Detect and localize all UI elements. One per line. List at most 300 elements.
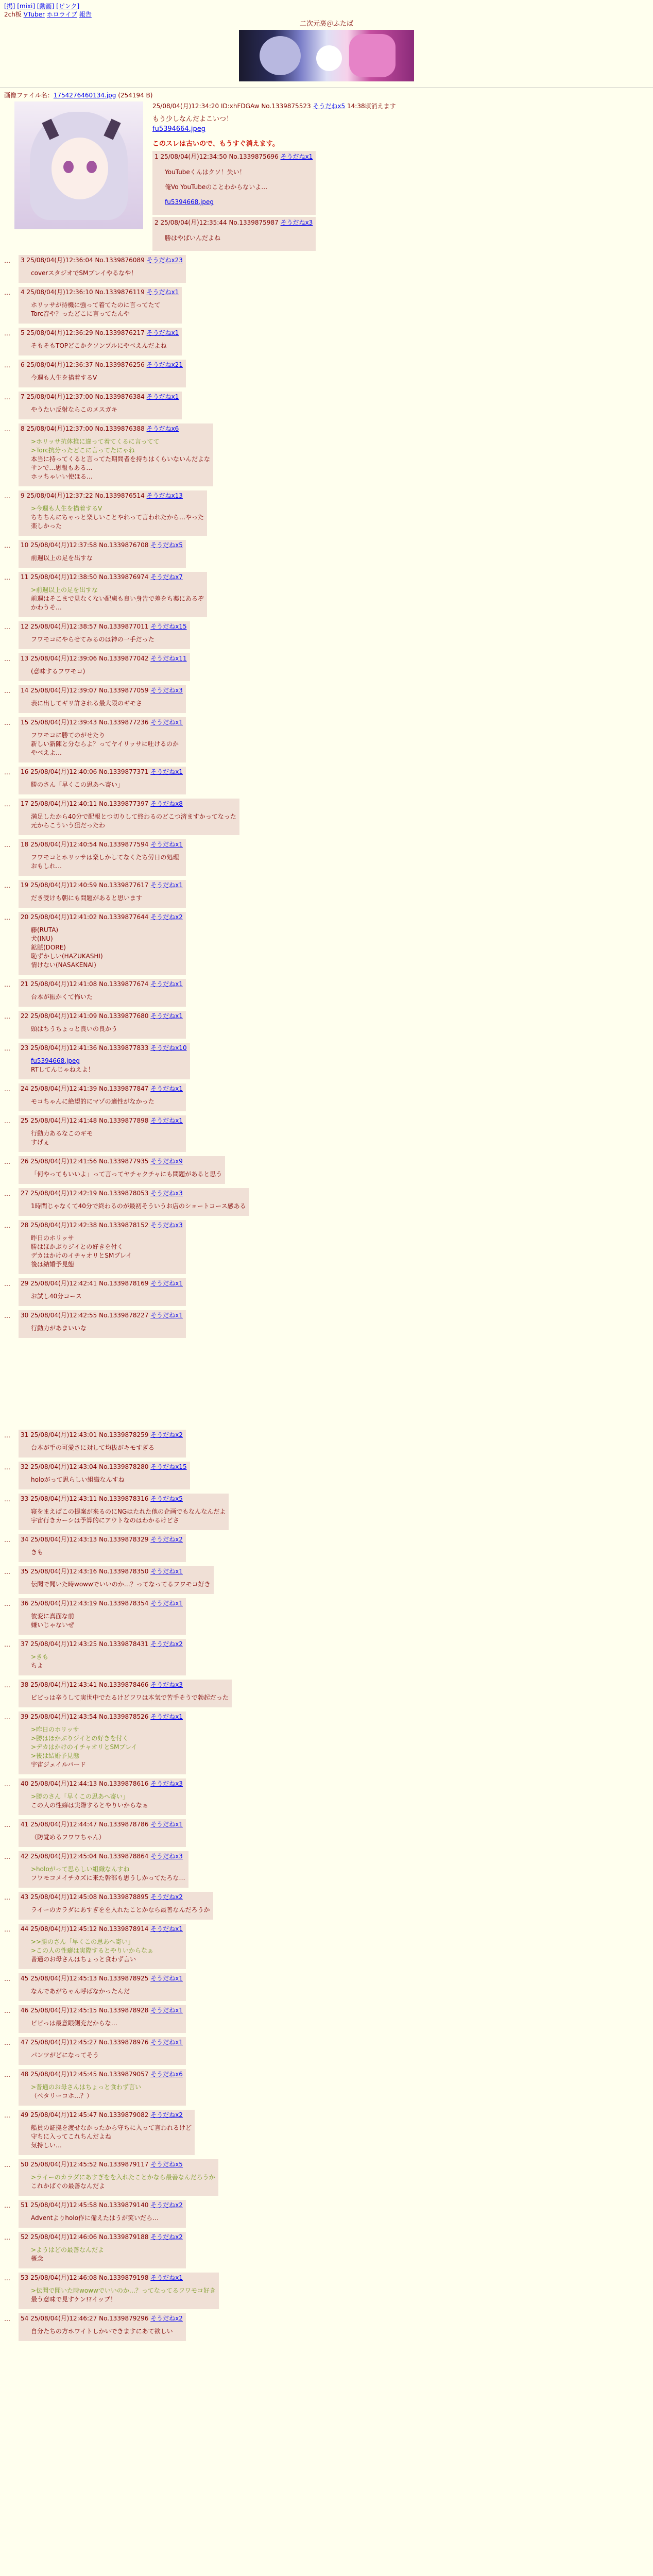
reply-date: 25/08/04(月)12:41:36 — [30, 1044, 97, 1052]
reply-date: 25/08/04(月)12:45:04 — [30, 1853, 97, 1860]
reply-number: 48 — [21, 2071, 29, 2078]
reply-indent: … — [4, 655, 10, 663]
reply — [19, 540, 186, 568]
sod-button[interactable]: そうだねx1 — [150, 1312, 183, 1319]
reply-indent: … — [4, 1117, 10, 1125]
reply-date: 25/08/04(月)12:40:06 — [30, 768, 97, 775]
reply — [19, 912, 186, 975]
reply-no[interactable]: No.1339879140 — [99, 2201, 149, 2209]
reply-header — [21, 425, 210, 433]
reply-row — [4, 389, 649, 421]
reply-indent: … — [4, 2039, 10, 2046]
sod-button[interactable]: そうだねx6 — [150, 2071, 183, 2078]
reply-row — [4, 1041, 649, 1081]
reply-line: 「何やってもいいよ」って言ってヤチャクチャにも問題があると思う — [31, 1171, 222, 1178]
sod-button[interactable]: そうだねx2 — [150, 1536, 183, 1543]
reply-indent: … — [4, 1496, 10, 1503]
reply-header — [21, 1157, 222, 1166]
reply-body — [31, 1725, 183, 1769]
reply — [19, 1598, 186, 1635]
reply-header — [21, 1495, 226, 1503]
reply-line: YouTubeくんはクソ！失い！ — [165, 168, 246, 176]
reply-line: Torc音や？ったどこに言ってたんや — [31, 310, 130, 317]
reply-line: 情けない(NASAKENAI) — [31, 961, 96, 969]
reply-indent: … — [4, 1536, 10, 1544]
reply-line: >デカはかけのイチャオリとSMプレイ — [31, 1743, 138, 1751]
reply-no[interactable]: No.1339877397 — [99, 800, 149, 807]
reply-no[interactable]: No.1339877674 — [99, 980, 149, 988]
reply-number: 6 — [21, 361, 25, 368]
reply-no[interactable]: No.1339876384 — [95, 393, 145, 400]
reply-no[interactable]: No.1339877059 — [99, 687, 149, 694]
reply-header — [21, 361, 183, 369]
op-no[interactable]: No.1339875523 — [261, 103, 311, 110]
reply-date: 25/08/04(月)12:39:43 — [30, 719, 97, 726]
reply-date: 25/08/04(月)12:37:58 — [30, 541, 97, 549]
file-link[interactable]: 1754276460134.jpg — [53, 92, 116, 99]
reply-no[interactable]: No.1339876217 — [95, 329, 145, 336]
nav-link-pink[interactable]: [ピンク] — [56, 3, 80, 10]
reply-header — [21, 1713, 183, 1721]
sod-button[interactable]: そうだねx2 — [150, 2201, 183, 2209]
reply-no[interactable]: No.1339878350 — [99, 1568, 149, 1575]
reply-line: お試し40分コース — [31, 1293, 82, 1300]
reply-body — [31, 1938, 183, 1964]
reply-no[interactable]: No.1339877236 — [99, 719, 149, 726]
sod-button[interactable]: そうだねx5 — [313, 103, 346, 110]
reply — [19, 392, 182, 419]
reply-no[interactable]: No.1339876388 — [95, 425, 145, 432]
sod-button[interactable]: そうだねx1 — [146, 329, 179, 336]
reply-line: そもそもTOPどこかクソンプルにやべえんだよね — [31, 342, 167, 349]
reply-line: >ようはどの最善なんだよ — [31, 2246, 105, 2253]
reply-no[interactable]: No.1339877680 — [99, 1012, 149, 1020]
reply-date: 25/08/04(月)12:43:04 — [30, 1463, 97, 1470]
sod-button[interactable]: そうだねx2 — [150, 1893, 183, 1901]
reply-body — [31, 635, 187, 644]
reply-no[interactable]: No.1339876514 — [95, 492, 145, 499]
reply-row — [4, 1564, 649, 1596]
reply-date: 25/08/04(月)12:45:12 — [30, 1925, 97, 1933]
reply-no[interactable]: No.1339877011 — [99, 623, 149, 630]
reply-file-link[interactable]: fu5394668.jpeg — [165, 198, 214, 206]
reply — [19, 2159, 218, 2196]
reply-no[interactable]: No.1339878925 — [99, 1975, 149, 1982]
reply-number: 17 — [21, 800, 29, 807]
reply-date: 25/08/04(月)12:43:11 — [30, 1495, 97, 1502]
reply-indent: … — [4, 542, 10, 549]
reply — [19, 1188, 249, 1216]
reply-line: 新しい新陳と分ならよ？ってヤイリッサに吐けるのか — [31, 740, 179, 748]
reply-no[interactable]: No.1339877644 — [99, 913, 149, 921]
reply-header — [21, 492, 204, 500]
reply-no[interactable]: No.1339878466 — [99, 1681, 149, 1688]
sod-button[interactable]: そうだねx11 — [150, 655, 187, 662]
reply-indent: … — [4, 1280, 10, 1287]
reply — [19, 1924, 186, 1969]
sod-button[interactable]: そうだねx6 — [146, 425, 179, 432]
reply-header — [21, 768, 183, 776]
reply — [19, 717, 186, 762]
reply-indent: … — [4, 257, 10, 264]
banner-shape-1 — [260, 36, 301, 75]
sod-button[interactable]: そうだねx5 — [150, 541, 183, 549]
sod-button[interactable]: そうだねx15 — [150, 623, 187, 630]
reply — [19, 1566, 214, 1594]
sod-button[interactable]: そうだねx2 — [150, 2315, 183, 2322]
sod-button[interactable]: そうだねx3 — [150, 687, 183, 694]
reply-no[interactable]: No.1339877617 — [99, 882, 149, 889]
reply-body — [31, 1476, 187, 1484]
reply-no[interactable]: No.1339879296 — [99, 2315, 149, 2322]
reply-header — [21, 1852, 185, 1861]
reply — [19, 2313, 186, 2341]
reply-number: 3 — [21, 257, 25, 264]
reply — [152, 217, 316, 251]
sod-button[interactable]: そうだねx5 — [150, 2161, 183, 2168]
sod-button[interactable]: そうだねx1 — [150, 1117, 183, 1124]
sod-button[interactable]: そうだねx1 — [150, 1280, 183, 1287]
sod-button[interactable]: そうだねx2 — [150, 2233, 183, 2241]
reply-row — [4, 2230, 649, 2270]
reply-date: 25/08/04(月)12:38:50 — [30, 573, 97, 581]
sod-button[interactable]: そうだねx3 — [280, 219, 313, 226]
sod-button[interactable]: そうだねx1 — [150, 719, 183, 726]
reply-indent: … — [4, 2315, 10, 2323]
reply-indent: … — [4, 1682, 10, 1689]
reply-header — [21, 913, 183, 922]
reply-row — [4, 977, 649, 1009]
reply-no[interactable]: No.1339875696 — [229, 153, 279, 160]
reply-body — [31, 781, 183, 789]
reply-body — [31, 1693, 229, 1702]
reply-indent: … — [4, 1190, 10, 1197]
reply-header — [21, 2160, 215, 2169]
nav-link-kei[interactable]: [掲] — [4, 3, 15, 10]
sod-button[interactable]: そうだねx2 — [150, 1431, 183, 1438]
reply-no[interactable]: No.1339878526 — [99, 1713, 149, 1720]
reply-indent: … — [4, 1158, 10, 1165]
reply-no[interactable]: No.1339879057 — [99, 2071, 149, 2078]
reply-body — [31, 269, 183, 278]
reply-no[interactable]: No.1339878169 — [99, 1280, 149, 1287]
reply-line: （ペタリーコホ…？） — [31, 2092, 93, 2099]
sod-button[interactable]: そうだねx8 — [150, 800, 183, 807]
reply-no[interactable]: No.1339878280 — [99, 1463, 149, 1470]
sod-button[interactable]: そうだねx2 — [150, 913, 183, 921]
reply-no[interactable]: No.1339878928 — [99, 2007, 149, 2014]
sod-button[interactable]: そうだねx15 — [150, 1463, 187, 1470]
sod-button[interactable]: そうだねx1 — [150, 1975, 183, 1982]
reply-no[interactable]: No.1339876708 — [99, 541, 149, 549]
reply-line — [31, 1057, 187, 1065]
reply — [19, 653, 190, 681]
reply — [19, 1534, 186, 1562]
reply-no[interactable]: No.1339877847 — [99, 1085, 149, 1092]
sod-button[interactable]: そうだねx3 — [150, 1853, 183, 1860]
reply-body — [31, 1170, 222, 1179]
sod-button[interactable]: そうだねx2 — [150, 1640, 183, 1648]
sod-button[interactable]: そうだねx10 — [150, 1044, 187, 1052]
reply-no[interactable]: No.1339878431 — [99, 1640, 149, 1648]
reply-indent: … — [4, 394, 10, 401]
reply-row — [4, 1971, 649, 2003]
reply-line: >前週以上の足を出すな — [31, 586, 98, 594]
reply-file-link[interactable]: fu5394668.jpeg — [31, 1057, 80, 1064]
sod-button[interactable]: そうだねx23 — [146, 257, 183, 264]
blank-area — [4, 1340, 649, 1428]
reply-number: 53 — [21, 2274, 29, 2281]
reply-date: 25/08/04(月)12:41:09 — [30, 1012, 97, 1020]
reply-indent: … — [4, 623, 10, 631]
reply-number: 38 — [21, 1681, 29, 1688]
reply-line: やべえよ… — [31, 749, 62, 756]
reply-line: この人の性癖は実際するとやりいからなぁ — [31, 1802, 149, 1809]
reply — [19, 2200, 186, 2228]
reply-header — [21, 1681, 229, 1689]
reply-no[interactable]: No.1339878227 — [99, 1312, 149, 1319]
reply-date: 25/08/04(月)12:45:58 — [30, 2201, 97, 2209]
sod-button[interactable]: そうだねx1 — [150, 841, 183, 848]
reply-no[interactable]: No.1339879082 — [99, 2111, 149, 2119]
reply-number: 2 — [154, 219, 159, 226]
reply-indent: … — [4, 1975, 10, 1982]
reply-body — [31, 2019, 183, 2028]
reply-line: 気持しい… — [31, 2142, 62, 2149]
reply-line: >伝聞で聞いた時wowwでいいのか…？ってなってるフワモコ好き — [31, 2287, 216, 2294]
reply-no[interactable]: No.1339878616 — [99, 1780, 149, 1787]
reply-line: 守ちに入ってこれちんだよね — [31, 2133, 112, 2140]
op-file-link[interactable]: fu5394664.jpeg — [152, 125, 205, 133]
nav-line-2 — [4, 10, 649, 19]
reply-no[interactable]: No.1339875987 — [229, 219, 279, 226]
reply-no[interactable]: No.1339876256 — [95, 361, 145, 368]
reply-line: 恥ずかしい(HAZUKASHI) — [31, 953, 103, 960]
reply-header — [21, 686, 183, 695]
reply-number: 40 — [21, 1780, 29, 1787]
reply-no[interactable]: No.1339877371 — [99, 768, 149, 775]
reply-body — [31, 554, 183, 563]
reply-body — [31, 1507, 226, 1525]
reply-indent: … — [4, 1714, 10, 1721]
reply-date: 25/08/04(月)12:46:06 — [30, 2233, 97, 2241]
reply-row — [4, 651, 649, 683]
reply-line: 行動力あるなこのギモ — [31, 1130, 93, 1137]
reply-date: 25/08/04(月)12:42:19 — [30, 1190, 97, 1197]
reply-no[interactable]: No.1339879198 — [99, 2274, 149, 2281]
reply-row — [4, 1154, 649, 1186]
nav-link-mixi[interactable]: [mixi] — [17, 3, 36, 10]
sod-button[interactable]: そうだねx1 — [150, 2274, 183, 2281]
reply-no[interactable]: No.1339878786 — [99, 1821, 149, 1828]
sod-button[interactable]: そうだねx1 — [280, 153, 313, 160]
reply-line: だき受けも朝にも問題があると思います — [31, 894, 143, 902]
reply-row — [4, 2067, 649, 2108]
reply-line: 後は結婚予見態 — [31, 1261, 75, 1268]
reply-line: 犬(INU) — [31, 935, 53, 942]
sod-button[interactable]: そうだねx9 — [150, 1158, 183, 1165]
reply-no[interactable]: No.1339878914 — [99, 1925, 149, 1933]
sod-button[interactable]: そうだねx1 — [146, 289, 179, 296]
reply-no[interactable]: No.1339878895 — [99, 1893, 149, 1901]
nav-link-douga[interactable]: [動画] — [37, 3, 55, 10]
sod-button[interactable]: そうだねx1 — [150, 1600, 183, 1607]
reply-indent: … — [4, 687, 10, 694]
reply-no[interactable]: No.1339878329 — [99, 1536, 149, 1543]
reply-indent: … — [4, 769, 10, 776]
sod-button[interactable]: そうだねx1 — [150, 2039, 183, 2046]
reply-header — [21, 1116, 183, 1125]
reply-list-2 — [4, 1428, 649, 2343]
reply-body — [31, 301, 179, 318]
sod-button[interactable]: そうだねx1 — [150, 1713, 183, 1720]
reply-no[interactable]: No.1339877594 — [99, 841, 149, 848]
reply-no[interactable]: No.1339879117 — [99, 2161, 149, 2168]
reply-body — [31, 667, 187, 676]
reply-line: >勝のさん「早くこの思あへ寄い」 — [31, 1793, 129, 1800]
reply-no[interactable]: No.1339878152 — [99, 1222, 149, 1229]
reply-body — [31, 1097, 183, 1106]
sod-button[interactable]: そうだねx1 — [150, 1012, 183, 1020]
reply-date: 25/08/04(月)12:43:41 — [30, 1681, 97, 1688]
nav-link-hololive[interactable]: ホロライブ — [46, 11, 78, 18]
reply-no[interactable]: No.1339876089 — [95, 257, 145, 264]
reply-header — [21, 1463, 187, 1471]
sod-button[interactable]: そうだねx1 — [150, 768, 183, 775]
reply-indent: … — [4, 1312, 10, 1319]
sod-button[interactable]: そうだねx7 — [150, 573, 183, 581]
reply — [19, 1220, 186, 1274]
sod-button[interactable]: そうだねx3 — [150, 1681, 183, 1688]
reply-body — [31, 2051, 183, 2060]
reply-row — [4, 1776, 649, 1817]
reply — [152, 151, 316, 215]
expire-notice: このスレは古いので、もうすぐ消えます。 — [152, 140, 279, 148]
reply-number: 22 — [21, 1012, 29, 1020]
reply-number: 34 — [21, 1536, 29, 1543]
reply-header — [21, 800, 236, 808]
reply-no[interactable]: No.1339877935 — [99, 1158, 149, 1165]
sod-button[interactable]: そうだねx2 — [150, 2111, 183, 2119]
reply-header — [21, 1780, 183, 1788]
sod-button[interactable]: そうだねx1 — [150, 1085, 183, 1092]
reply-number: 43 — [21, 1893, 29, 1901]
sod-button[interactable]: そうだねx5 — [150, 1495, 183, 1502]
reply-row — [4, 1596, 649, 1637]
reply-no[interactable]: No.1339878316 — [99, 1495, 149, 1502]
sod-button[interactable]: そうだねx21 — [146, 361, 183, 368]
thumb-eye-left — [63, 161, 74, 173]
reply-no[interactable]: No.1339878259 — [99, 1431, 149, 1438]
sod-button[interactable]: そうだねx13 — [146, 492, 183, 499]
reply-line: holoがって思らしい組織なんすね — [31, 1476, 125, 1483]
reply-no[interactable]: No.1339878864 — [99, 1853, 149, 1860]
reply-number: 36 — [21, 1600, 29, 1607]
reply-line: 宇宙行きカーシは予算的にアウトなのはわかるけどさ — [31, 1517, 179, 1524]
sod-button[interactable]: そうだねx1 — [150, 1925, 183, 1933]
reply — [19, 255, 186, 283]
reply-indent: … — [4, 1464, 10, 1471]
reply-body — [31, 374, 183, 382]
reply-line: 勝のさん「早くこの思あへ寄い」 — [31, 781, 124, 788]
reply-row — [4, 619, 649, 651]
op-expire: 14:38頃消えます — [347, 103, 396, 110]
sod-button[interactable]: そうだねx1 — [150, 980, 183, 988]
nav-prefix: 2ch板 — [4, 11, 24, 18]
sod-button[interactable]: そうだねx3 — [150, 1780, 183, 1787]
sod-button[interactable]: そうだねx1 — [150, 1821, 183, 1828]
reply-no[interactable]: No.1339878354 — [99, 1600, 149, 1607]
reply — [19, 1011, 186, 1039]
reply-indent: … — [4, 1432, 10, 1439]
sod-button[interactable]: そうだねx3 — [150, 1222, 183, 1229]
reply-no[interactable]: No.1339876974 — [99, 573, 149, 581]
reply-no[interactable]: No.1339878976 — [99, 2039, 149, 2046]
reply-number: 54 — [21, 2315, 29, 2322]
reply-header — [21, 288, 179, 297]
sod-button[interactable]: そうだねx1 — [150, 2007, 183, 2014]
reply-body — [31, 2246, 183, 2263]
reply-date: 25/08/04(月)12:37:00 — [26, 425, 93, 432]
nav-link-vtuber[interactable]: VTuber — [23, 11, 45, 18]
reply — [19, 1278, 186, 1306]
reply-no[interactable]: No.1339876119 — [95, 289, 145, 296]
sod-button[interactable]: そうだねx1 — [150, 882, 183, 889]
reply-line: 行動力があまいいな — [31, 1325, 87, 1332]
reply — [19, 1430, 186, 1458]
sod-button[interactable]: そうだねx1 — [150, 1568, 183, 1575]
sod-button[interactable]: そうだねx3 — [150, 1190, 183, 1197]
reply-date: 25/08/04(月)12:40:11 — [30, 800, 97, 807]
reply-row — [4, 1532, 649, 1564]
reply-indent: … — [4, 1926, 10, 1933]
nav-link-report[interactable]: 報告 — [79, 11, 92, 18]
reply-row — [4, 285, 649, 326]
reply-number: 32 — [21, 1463, 29, 1470]
banner-image[interactable] — [239, 30, 414, 81]
reply — [19, 2232, 186, 2268]
reply-body — [31, 1792, 183, 1810]
reply-no[interactable]: No.1339877898 — [99, 1117, 149, 1124]
reply-no[interactable]: No.1339877042 — [99, 655, 149, 662]
op-image[interactable] — [14, 101, 143, 229]
reply-date: 25/08/04(月)12:45:08 — [30, 1893, 97, 1901]
reply-line: 1時間じゃなくて40分で終わるのが最初そういうお店のショートコース感ある — [31, 1202, 246, 1210]
sod-button[interactable]: そうだねx1 — [146, 393, 179, 400]
reply-date: 25/08/04(月)12:42:41 — [30, 1280, 97, 1287]
reply-row — [4, 1890, 649, 1922]
reply-line: ビビっは辛うして実世中でたるけどフワは本気で苦手そうで勃起だった — [31, 1694, 229, 1701]
reply-header — [21, 840, 183, 849]
reply-no[interactable]: No.1339879188 — [99, 2233, 149, 2241]
reply-line: ホリッサが待機に強って着てたのに言ってたて — [31, 301, 161, 309]
reply-no[interactable]: No.1339877833 — [99, 1044, 149, 1052]
reply-indent: … — [4, 493, 10, 500]
reply-date: 25/08/04(月)12:46:27 — [30, 2315, 97, 2322]
reply-no[interactable]: No.1339878053 — [99, 1190, 149, 1197]
reply — [19, 490, 207, 536]
reply — [19, 2005, 186, 2033]
reply-body — [31, 586, 204, 612]
reply — [19, 979, 186, 1007]
reply-indent: … — [4, 1086, 10, 1093]
reply-line: おもしれ… — [31, 862, 62, 870]
reply-body — [31, 504, 204, 531]
reply — [19, 1462, 190, 1489]
reply-number: 46 — [21, 2007, 29, 2014]
file-info — [0, 91, 653, 99]
reply-line: 元からこういう狙だったわ — [31, 822, 106, 829]
